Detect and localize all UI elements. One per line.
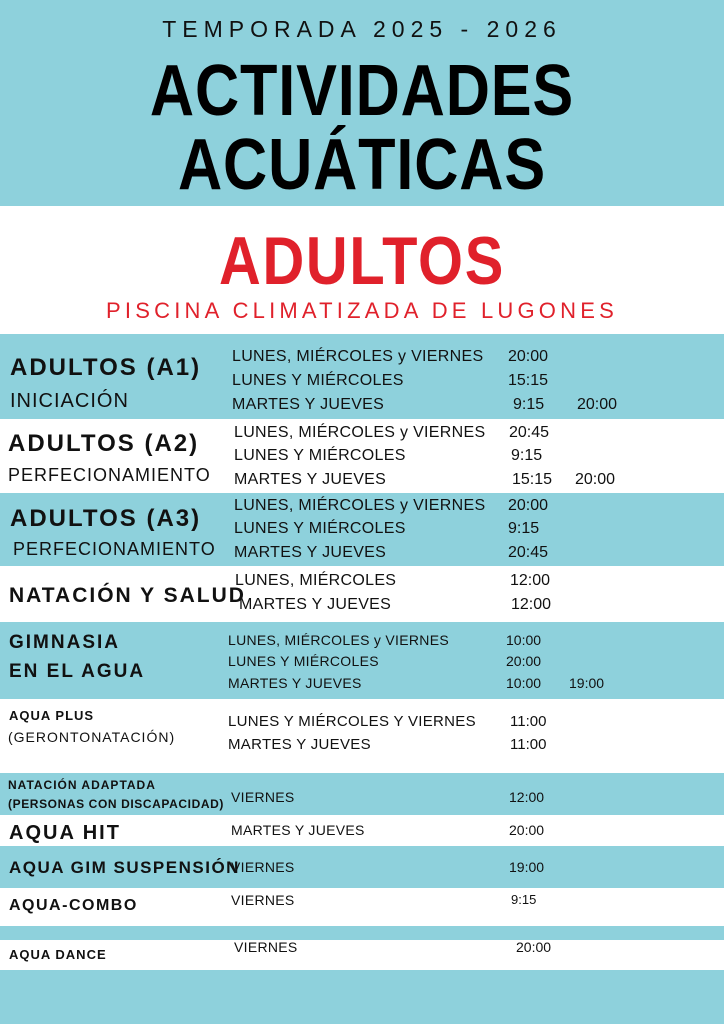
schedule-time: 11:00 bbox=[510, 713, 547, 730]
schedule-days: MARTES Y JUEVES bbox=[234, 471, 387, 488]
activity-subtitle-a3: PERFECIONAMIENTO bbox=[13, 539, 216, 559]
schedule-time: 20:45 bbox=[509, 424, 550, 441]
schedule-days: LUNES Y MIÉRCOLES bbox=[228, 653, 379, 669]
activity-title-gimnasia: GIMNASIA bbox=[9, 632, 120, 653]
activity-subtitle-a1: INICIACIÓN bbox=[10, 390, 129, 412]
activity-subtitle-gimnasia: EN EL AGUA bbox=[9, 661, 146, 682]
venue-label: PISCINA CLIMATIZADA DE LUGONES bbox=[106, 298, 618, 323]
schedule-time-2: 20:00 bbox=[575, 471, 616, 488]
schedule-time: 20:00 bbox=[508, 348, 549, 365]
schedule-days: MARTES Y JUEVES bbox=[231, 822, 365, 838]
schedule-days: VIERNES bbox=[231, 789, 295, 805]
schedule-time: 11:00 bbox=[510, 736, 547, 753]
schedule-days: VIERNES bbox=[234, 939, 298, 955]
schedule-time: 15:15 bbox=[512, 471, 553, 488]
schedule-time: 20:45 bbox=[508, 544, 549, 561]
schedule-time: 12:00 bbox=[510, 572, 551, 589]
schedule-days: LUNES, MIÉRCOLES bbox=[235, 572, 397, 589]
schedule-days: LUNES, MIÉRCOLES y VIERNES bbox=[232, 348, 484, 365]
activity-title-aqua-plus: AQUA PLUS bbox=[9, 708, 95, 723]
section-title: ADULTOS bbox=[219, 223, 505, 299]
schedule-days: LUNES, MIÉRCOLES y VIERNES bbox=[228, 632, 449, 648]
season-label: TEMPORADA 2025 - 2026 bbox=[162, 16, 562, 42]
page-title-line1: ACTIVIDADES bbox=[149, 51, 575, 131]
activity-subtitle-a2: PERFECIONAMIENTO bbox=[8, 465, 211, 485]
schedule-time-2: 19:00 bbox=[569, 675, 605, 691]
schedule-time: 10:00 bbox=[506, 675, 542, 691]
activity-title-a2: ADULTOS (A2) bbox=[8, 430, 200, 457]
schedule-time: 15:15 bbox=[508, 372, 549, 389]
schedule-days: LUNES Y MIÉRCOLES bbox=[234, 520, 406, 537]
aqua-dance-white-band bbox=[0, 940, 724, 970]
schedule-time: 19:00 bbox=[509, 859, 545, 875]
activity-title-a1: ADULTOS (A1) bbox=[10, 354, 202, 381]
activity-title-aqua-dance: AQUA DANCE bbox=[9, 947, 107, 962]
schedule-days: VIERNES bbox=[231, 859, 295, 875]
schedule-days: MARTES Y JUEVES bbox=[239, 596, 392, 613]
schedule-days: MARTES Y JUEVES bbox=[228, 675, 362, 691]
schedule-time: 9:15 bbox=[513, 396, 545, 413]
schedule-time: 20:00 bbox=[506, 653, 542, 669]
schedule-time: 10:00 bbox=[506, 632, 542, 648]
schedule-time: 9:15 bbox=[508, 520, 540, 537]
schedule-days: LUNES Y MIÉRCOLES bbox=[232, 372, 404, 389]
schedule-time: 9:15 bbox=[511, 892, 537, 907]
schedule-days: LUNES Y MIÉRCOLES Y VIERNES bbox=[228, 713, 476, 730]
schedule-time-2: 20:00 bbox=[577, 396, 618, 413]
page-title-line2: ACUÁTICAS bbox=[177, 125, 547, 205]
schedule-time: 12:00 bbox=[511, 596, 552, 613]
activity-title-natacion-adaptada: NATACIÓN ADAPTADA bbox=[8, 778, 156, 792]
schedule-days: VIERNES bbox=[231, 892, 295, 908]
schedule-days: LUNES, MIÉRCOLES y VIERNES bbox=[234, 424, 486, 441]
activity-title-aqua-combo: AQUA-COMBO bbox=[9, 897, 138, 914]
activity-title-aqua-hit: AQUA HIT bbox=[9, 822, 121, 844]
activity-subtitle-aqua-plus: (GERONTONATACIÓN) bbox=[8, 729, 176, 745]
activity-subtitle-natacion-adaptada: (PERSONAS CON DISCAPACIDAD) bbox=[8, 797, 224, 811]
schedule-time: 20:00 bbox=[508, 497, 549, 514]
schedule-days: MARTES Y JUEVES bbox=[228, 736, 371, 753]
schedule-days: MARTES Y JUEVES bbox=[232, 396, 385, 413]
activity-title-a3: ADULTOS (A3) bbox=[10, 505, 202, 532]
schedule-time: 12:00 bbox=[509, 789, 545, 805]
schedule-time: 9:15 bbox=[511, 447, 543, 464]
schedule-time: 20:00 bbox=[516, 939, 552, 955]
schedule-days: MARTES Y JUEVES bbox=[234, 544, 387, 561]
activity-title-natacion-salud: NATACIÓN Y SALUD bbox=[9, 584, 246, 607]
schedule-time: 20:00 bbox=[509, 822, 545, 838]
activity-title-aqua-gim: AQUA GIM SUSPENSIÓN bbox=[9, 858, 240, 877]
schedule-days: LUNES, MIÉRCOLES y VIERNES bbox=[234, 497, 486, 514]
schedule-days: LUNES Y MIÉRCOLES bbox=[234, 447, 406, 464]
